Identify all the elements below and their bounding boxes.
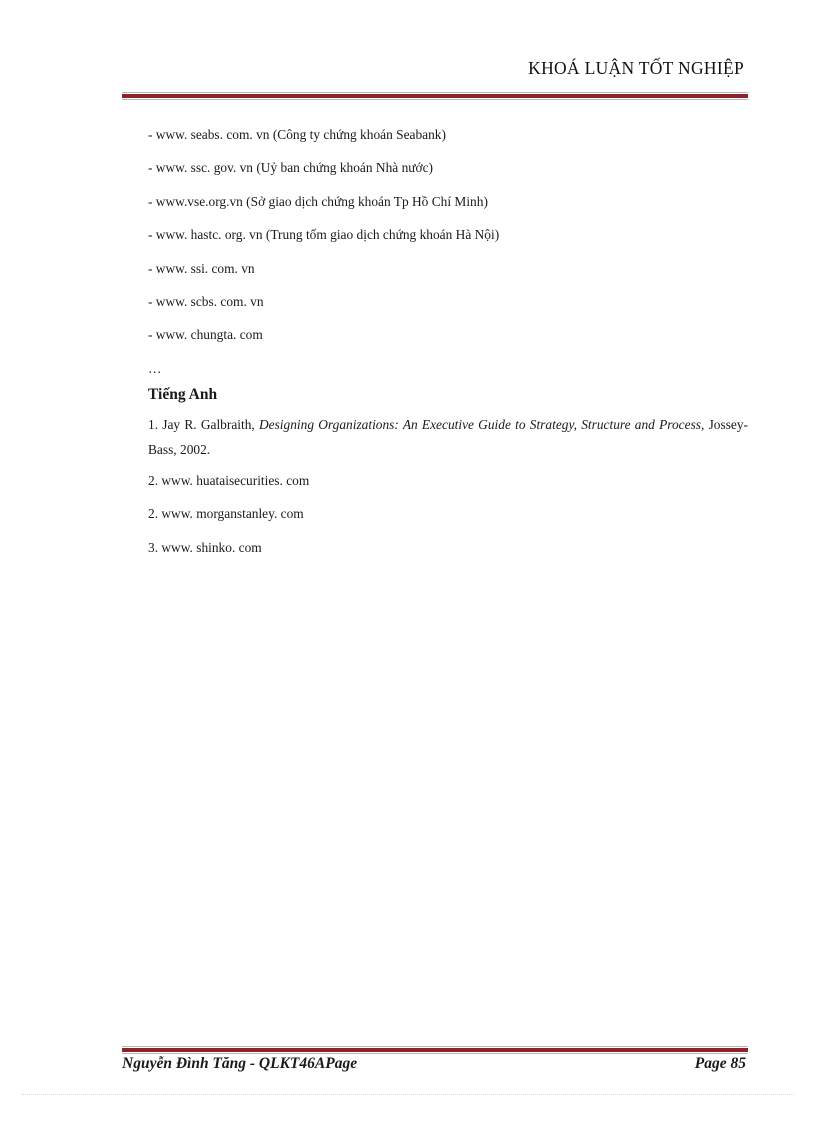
- footer-rule: [122, 1046, 748, 1054]
- book-ref-prefix: 1. Jay R. Galbraith,: [148, 416, 259, 432]
- english-link-item: 3. www. shinko. com: [148, 539, 262, 555]
- page-footer: [122, 1055, 746, 1073]
- book-reference: [148, 412, 748, 462]
- vn-reference-list: [148, 124, 748, 358]
- document-body: [148, 124, 748, 570]
- page-number: Page 85: [694, 1055, 746, 1072]
- english-link-item: 2. www. huataisecurities. com: [148, 472, 310, 488]
- english-section-heading: Tiếng Anh: [148, 385, 218, 403]
- english-link-item: 2. www. morganstanley. com: [148, 506, 304, 522]
- reference-item: - www. ssi. com. vn: [148, 260, 255, 276]
- reference-item: - www. scbs. com. vn: [148, 293, 264, 309]
- page-header-title: KHOÁ LUẬN TỐT NGHIỆP: [528, 58, 744, 78]
- reference-item: - www. ssc. gov. vn (Uỷ ban chứng khoán Nhà nước): [148, 160, 434, 176]
- reference-item: - www. seabs. com. vn (Công ty chứng khoán Seabank): [148, 127, 446, 142]
- book-title: Designing Organizations: An Executive Guide to Strategy, Structure and Process: [258, 416, 701, 432]
- header-rule: [122, 92, 748, 100]
- reference-item: - www. hastc. org. vn (Trung tốm giao dịch chứng khoán Hà Nội): [148, 227, 500, 243]
- page-edge-divider: [22, 1094, 794, 1095]
- footer-author: Nguyễn Đình Tăng - QLKT46APage: [122, 1055, 358, 1072]
- reference-item: - www. chungta. com: [148, 327, 263, 343]
- book-ref-suffix: , Jossey-Bass, 2002.: [148, 416, 748, 457]
- ellipsis: …: [148, 360, 162, 376]
- reference-item: - www.vse.org.vn (Sở giao dịch chứng khoán Tp Hồ Chí Minh): [148, 193, 488, 209]
